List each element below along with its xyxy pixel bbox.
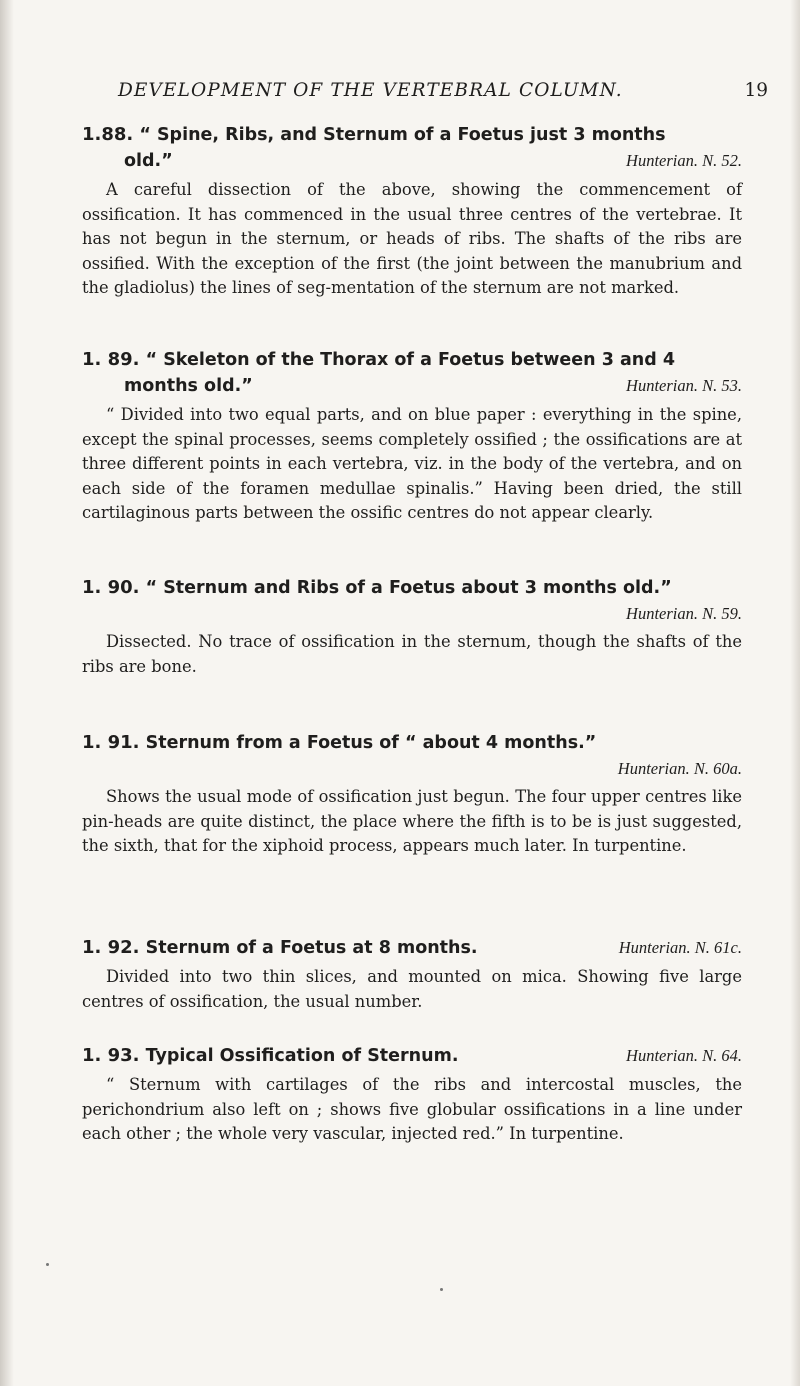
- entry-title-continued: old.”: [124, 151, 173, 171]
- page-header: [118, 80, 768, 110]
- entry-description: A careful dissection of the above, showing the commencement of ossification. It has commenced in the usual three centres of the vertebrae. It has not begun in the sternum, or heads of ribs. The shafts of the ribs are ossified. With the exception of the first (the joint between the manubrium and the gladiolus) the lines of seg-mentation of the sternum are not marked.: [82, 180, 742, 297]
- entry-number: 1. 91.: [82, 732, 140, 753]
- catalogue-entry-1-89: [82, 347, 742, 526]
- hunterian-reference: Hunterian. N. 52.: [626, 151, 742, 170]
- page-number: 19: [744, 80, 768, 101]
- paper-speck: [440, 1288, 443, 1291]
- entry-title: “ Skeleton of the Thorax of a Foetus between 3 and 4: [145, 350, 676, 370]
- entry-heading-continued: [82, 373, 742, 399]
- entry-heading: [82, 730, 742, 756]
- running-head: DEVELOPMENT OF THE VERTEBRAL COLUMN.: [118, 80, 623, 101]
- entry-title: “ Sternum and Ribs of a Foetus about 3 months old.”: [145, 578, 672, 598]
- catalogue-entry-1-91: [82, 730, 742, 859]
- catalogue-entry-1-90: [82, 575, 742, 679]
- entry-number: 1. 90.: [82, 577, 140, 598]
- entry-description: Shows the usual mode of ossification just begun. The four upper centres like pin-heads are quite distinct, the place where the fifth is to be is just suggested, the sixth, that for the xiphoid process, appears much later. In turpentine.: [82, 787, 742, 855]
- entry-description: “ Sternum with cartilages of the ribs and intercostal muscles, the perichondrium also left on ; shows five globular ossifications in a line under each other ; the whole very vascular, injected red.” In turpentine.: [82, 1075, 742, 1143]
- entry-description: “ Divided into two equal parts, and on blue paper : everything in the spine, except the spinal processes, seems completely ossified ; the ossifications are at three different points in each vertebra, viz. in the body of the vertebra, and on each side of the foramen medullae spinalis.” Having been dried, the still cartilaginous parts between the ossific centres do not appear clearly.: [82, 405, 742, 522]
- entry-number: 1. 89.: [82, 349, 140, 370]
- paper-speck: [46, 1263, 49, 1266]
- entry-title: Typical Ossification of Sternum.: [145, 1046, 459, 1066]
- entry-title: Sternum of a Foetus at 8 months.: [145, 938, 478, 958]
- hunterian-reference: Hunterian. N. 59.: [626, 604, 742, 623]
- hunterian-reference: Hunterian. N. 64.: [626, 1046, 742, 1065]
- entry-title-continued: months old.”: [124, 376, 253, 396]
- entry-title: Sternum from a Foetus of “ about 4 months.”: [145, 733, 597, 753]
- page-left-edge-shadow: [0, 0, 14, 1386]
- entry-number: 1.88.: [82, 124, 134, 145]
- entry-heading: [82, 575, 742, 601]
- catalogue-entry-1-88: [82, 122, 742, 301]
- entry-description: Dissected. No trace of ossification in the sternum, though the shafts of the ribs are bone.: [82, 632, 742, 676]
- page-right-edge: [790, 0, 800, 1386]
- entry-heading: [82, 935, 742, 961]
- entry-description: Divided into two thin slices, and mounted on mica. Showing five large centres of ossification, the usual number.: [82, 967, 742, 1011]
- entry-heading: [82, 122, 742, 148]
- entry-heading: [82, 1043, 742, 1069]
- entry-number: 1. 93.: [82, 1045, 140, 1066]
- entry-number: 1. 92.: [82, 937, 140, 958]
- entry-title: “ Spine, Ribs, and Sternum of a Foetus just 3 months: [139, 125, 666, 145]
- catalogue-entry-1-93: [82, 1043, 742, 1147]
- entry-heading: [82, 347, 742, 373]
- catalogue-entry-1-92: [82, 935, 742, 1014]
- hunterian-reference: Hunterian. N. 53.: [626, 376, 742, 395]
- hunterian-reference: Hunterian. N. 60a.: [617, 759, 742, 778]
- hunterian-reference: Hunterian. N. 61c.: [618, 938, 742, 957]
- entry-heading-continued: [82, 148, 742, 174]
